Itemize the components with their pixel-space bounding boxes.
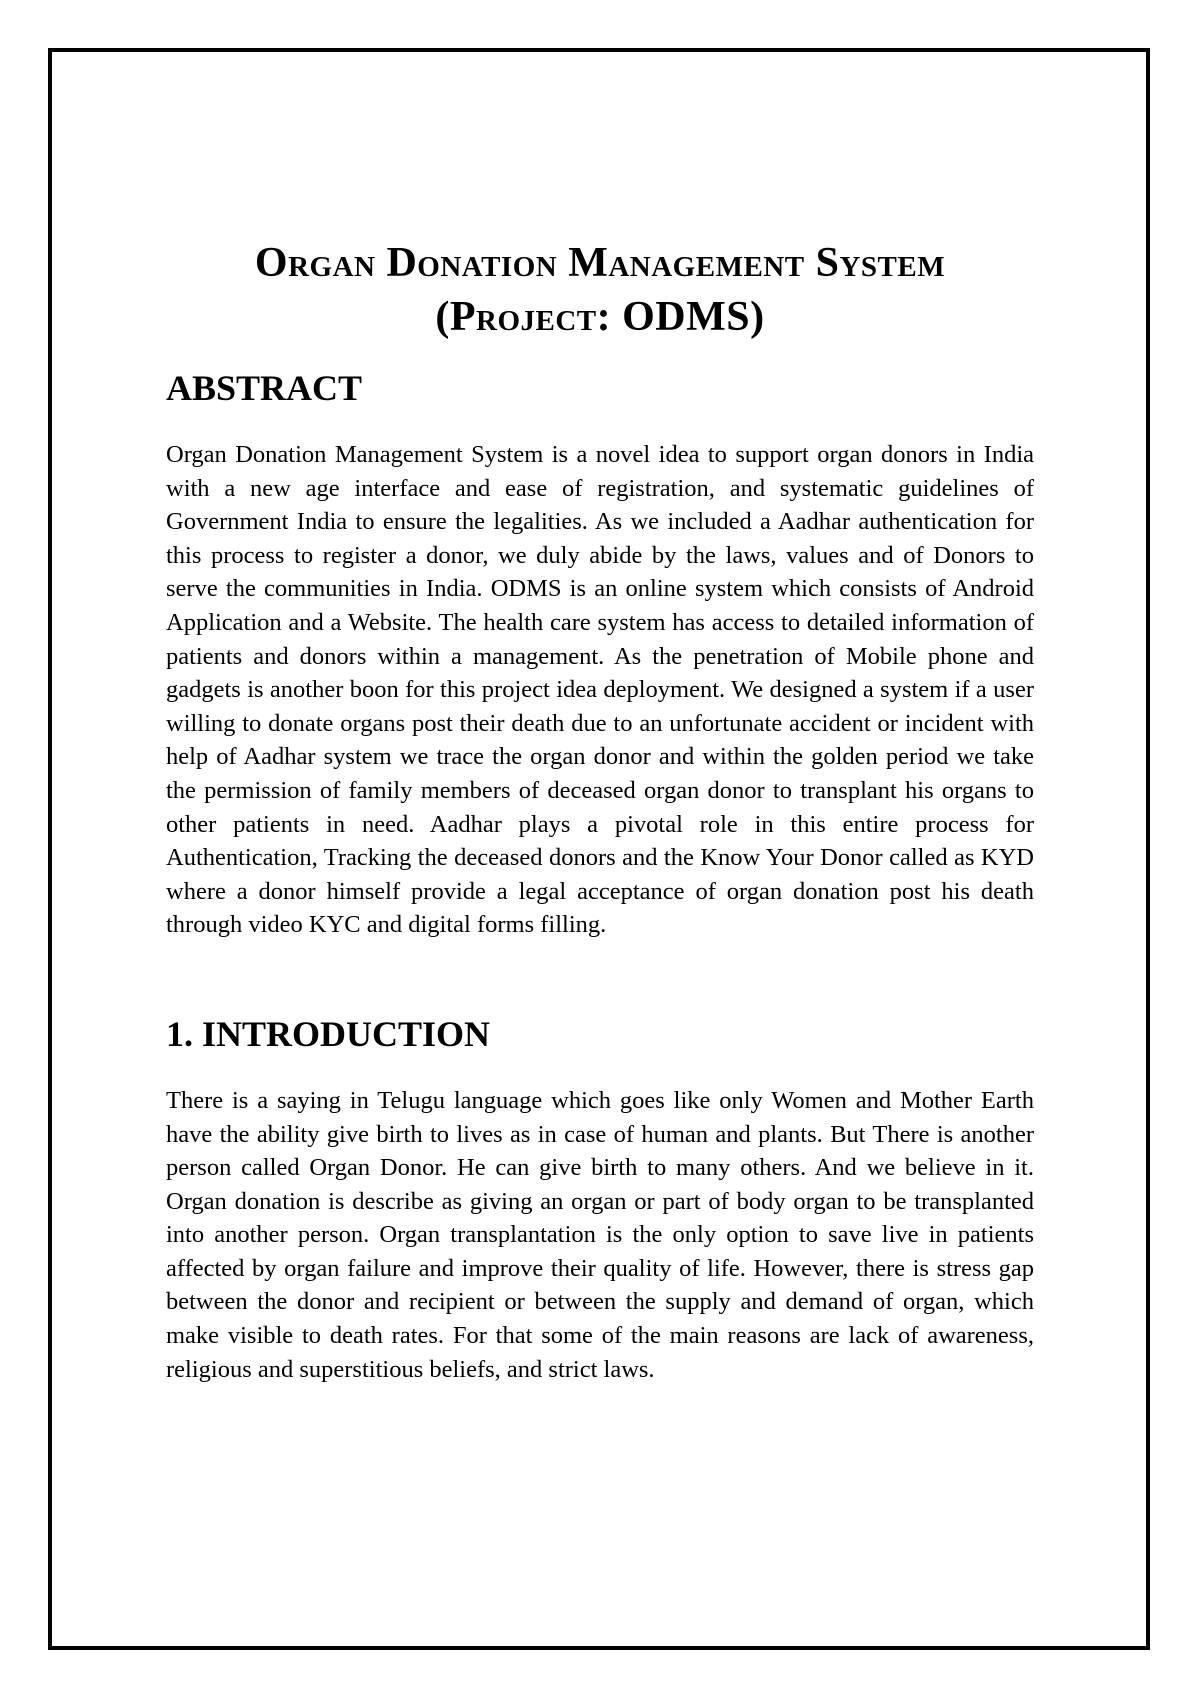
title-line-2: (Project: ODMS) [435, 294, 765, 340]
document-title [166, 236, 1034, 344]
document-content [166, 236, 1034, 1386]
introduction-heading: 1. INTRODUCTION [166, 1013, 491, 1054]
introduction-paragraph: There is a saying in Telugu language which goes like only Women and Mother Earth have the ability give birth to lives as in case of human and plants. But There is another person called Organ Donor. He can give birth to many others. And we believe in it. Organ donation is describe as giving an organ or part of body organ to be transplanted into another person. Organ transplantation is the only option to save live in patients affected by organ failure and improve their quality of life. However, there is stress gap between the donor and recipient or between the supply and demand of organ, which make visible to death rates. For that some of the main reasons are lack of awareness, religious and superstitious beliefs, and strict laws. [166, 1086, 1034, 1383]
abstract-paragraph: Organ Donation Management System is a novel idea to support organ donors in India with a new age interface and ease of registration, and systematic guidelines of Government India to ensure the legalities. As we included a Aadhar authentication for this process to register a donor, we duly abide by the laws, values and of Donors to serve the communities in India. ODMS is an online system which consists of Android Application and a Website. The health care system has access to detailed information of patients and donors within a management. As the penetration of Mobile phone and gadgets is another boon for this project idea deployment. We designed a system if a user willing to donate organs post their death due to an unfortunate accident or incident with help of Aadhar system we trace the organ donor and within the golden period we take the permission of family members of deceased organ donor to transplant his organs to other patients in need. Aadhar plays a pivotal role in this entire process for Authentication, Tracking the deceased donors and the Know Your Donor called as KYD where a donor himself provide a legal acceptance of organ donation post his death through video KYC and digital forms filling. [166, 441, 1034, 939]
abstract-heading: ABSTRACT [166, 368, 363, 408]
title-line-1: Organ Donation Management System [254, 240, 946, 286]
